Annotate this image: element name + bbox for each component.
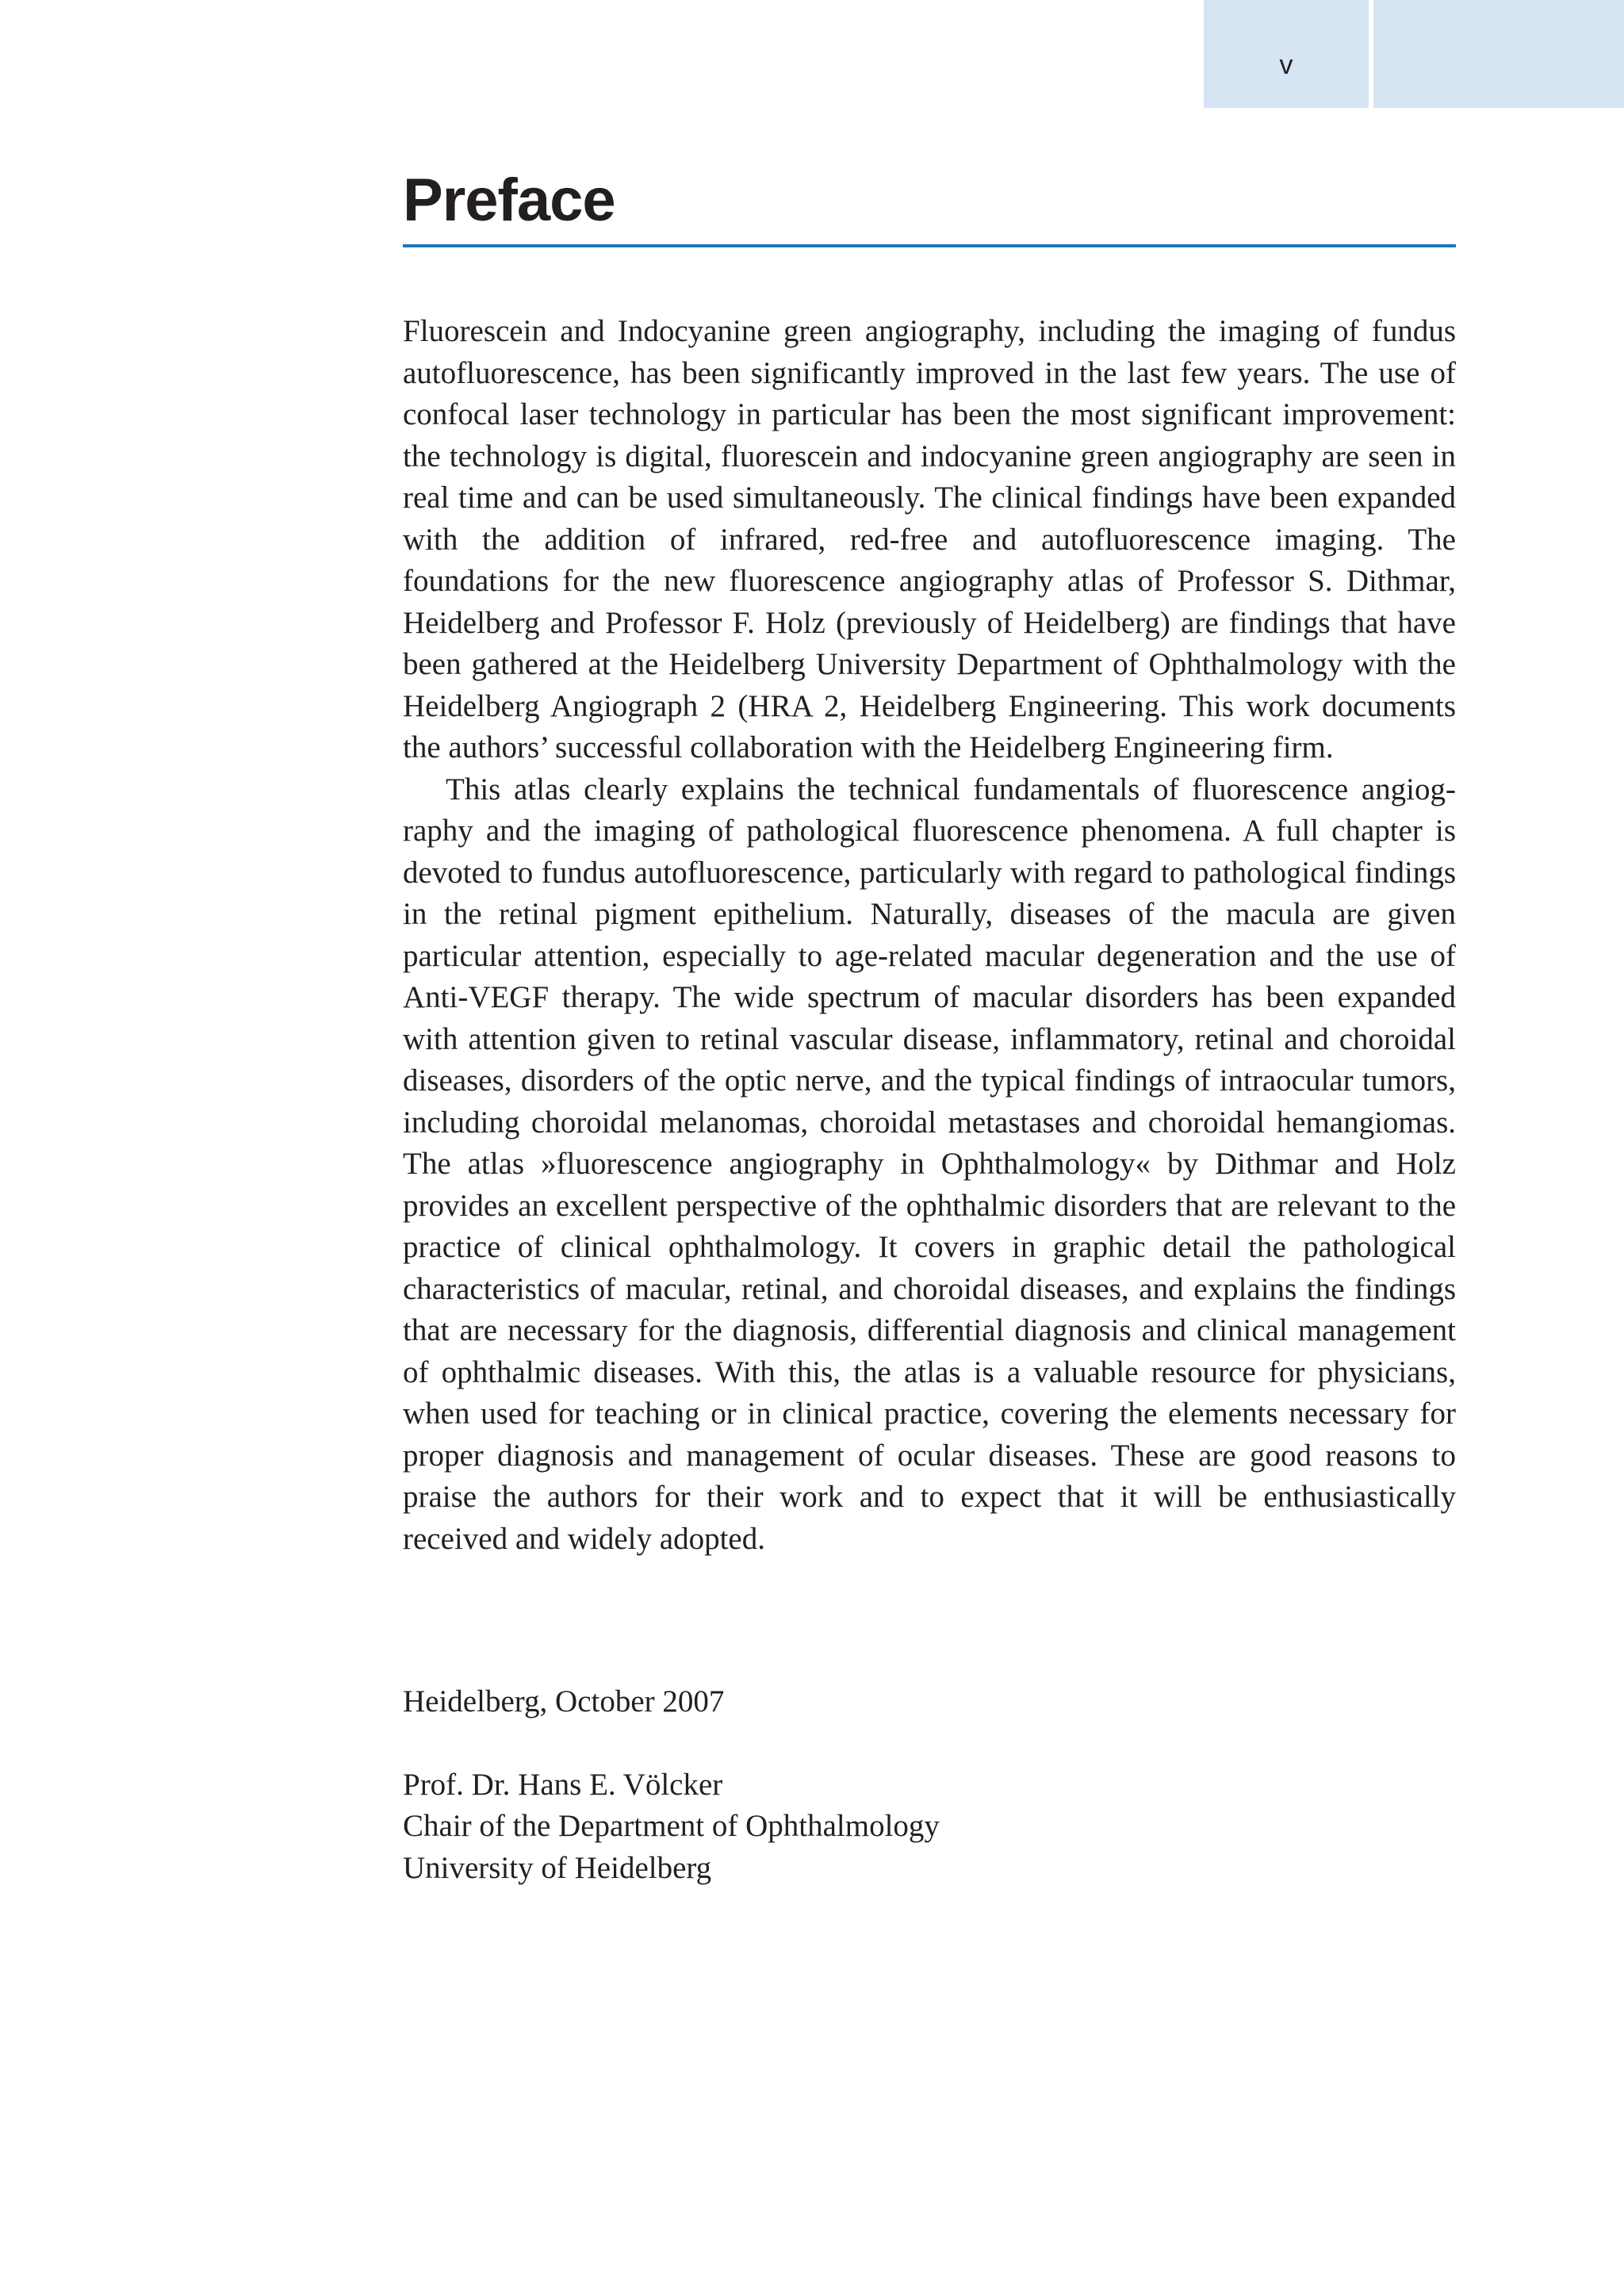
- page-number: v: [1279, 50, 1293, 80]
- preface-body: [403, 311, 1456, 1560]
- title-rule: [403, 244, 1456, 247]
- author-position: Chair of the Department of Ophthalmology: [403, 1809, 940, 1843]
- chapter-title: Preface: [403, 167, 615, 234]
- author-institution: University of Heidelberg: [403, 1850, 712, 1885]
- place-date: Heidelberg, October 2007: [403, 1684, 725, 1718]
- paragraph-2: This atlas clearly explains the technical fundamentals of fluorescence angiography and the imaging of pathological fluorescence phenomena. A full chapter is devoted to fundus autofluorescence, particularly with regard to pathological findings in the retinal pigment epithelium. Naturally, diseases of the macula are given particular attention, especially to age-related macular degeneration and the use of Anti-VEGF therapy. The wide spectrum of macular disorders has been expanded with attention given to retinal vascular disease, inflammatory, retinal and choroidal diseases, disorders of the optic nerve, and the typical findings of intraocular tumors, including choroidal melanomas, choroidal metastases and choroidal hemangiomas. The atlas »fluorescence angiography in Ophthalmology« by Dithmar and Holz provides an excellent perspective of the ophthalmic disorders that are relevant to the practice of clinical ophthalmology. It covers in graphic detail the pathological characteristics of macular, retinal, and choroidal diseases, and explains the findings that are necessary for the diagnosis, differential diagnosis and clinical management of ophthalmic diseases. With this, the atlas is a valuable resource for physicians, when used for teaching or in clinical practice, covering the elements necessary for proper diagnosis and management of ocular diseases. These are good reasons to praise the authors for their work and to expect that it will be enthusiastically received and widely adopted.: [403, 772, 1456, 1556]
- author-name: Prof. Dr. Hans E. Völcker: [403, 1767, 723, 1802]
- signature-block: [403, 1681, 1456, 1889]
- paragraph-1: Fluorescein and Indocyanine green angiography, including the imaging of fundus autofluorescence, has been significantly improved in the last few years. The use of confocal laser technology in particular has been the most significant improvement: the technology is digital, fluorescein and indocyanine green angiography are seen in real time and can be used simultaneously. The clinical findings have been expanded with the addition of infrared, red-free and autofluorescence imaging. The foundations for the new fluorescence angiography atlas of Professor S. Dithmar, Heidelberg and Professor F. Holz (previously of Heidelberg) are findings that have been gathered at the Heidelberg University Department of Ophthalmology with the Heidelberg Angiograph 2 (HRA 2, Heidelberg Engineering. This work documents the authors’ successful collaboration with the Heidelberg Engineering firm.: [403, 314, 1456, 764]
- page-tab-right: [1373, 0, 1624, 108]
